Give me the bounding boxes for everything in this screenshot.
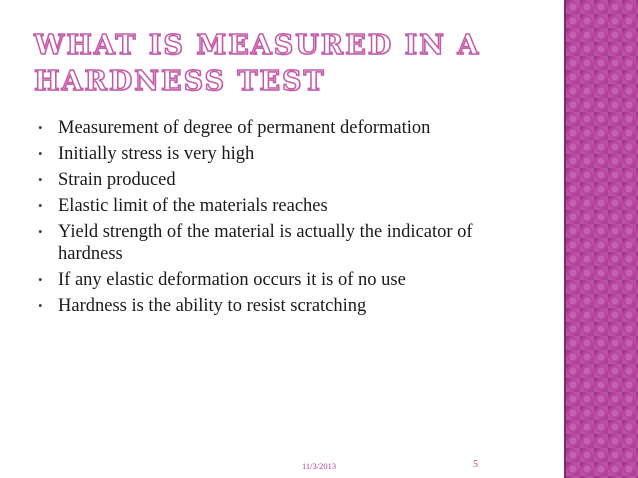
bullet-text: Hardness is the ability to resist scratching [58, 296, 367, 316]
bullet-item [38, 169, 558, 191]
bullet-text: Measurement of degree of permanent deformation [58, 118, 431, 138]
bullet-dot-icon: • [38, 298, 43, 313]
bullet-dot-icon: • [38, 120, 43, 135]
bullet-dot-icon: • [38, 172, 43, 187]
footer-date: 11/3/2013 [302, 461, 337, 471]
footer-page-number: 5 [473, 459, 478, 470]
bullet-item [38, 143, 558, 165]
decorative-side-panel [566, 0, 638, 478]
bullet-item [38, 195, 558, 217]
slide-title [34, 28, 534, 100]
bullet-dot-icon: • [38, 198, 43, 213]
bullet-item [38, 295, 558, 317]
bullet-text: If any elastic deformation occurs it is of no use [58, 270, 406, 290]
bullet-dot-icon: • [38, 224, 43, 239]
bullet-text: Initially stress is very high [58, 144, 255, 164]
bullet-list [38, 117, 558, 321]
slide-title-line-2: HARDNESS TEST [34, 66, 326, 97]
bullet-item [38, 269, 558, 291]
bullet-text: Elastic limit of the materials reaches [58, 196, 328, 216]
bullet-item [38, 221, 498, 265]
bullet-text: Strain produced [58, 170, 176, 190]
bullet-dot-icon: • [38, 146, 43, 161]
bullet-text: Yield strength of the material is actually the indicator of hardness [58, 222, 473, 264]
bullet-item [38, 117, 558, 139]
slide-title-line-1: WHAT IS MEASURED IN A [34, 30, 481, 61]
bullet-dot-icon: • [38, 272, 43, 287]
